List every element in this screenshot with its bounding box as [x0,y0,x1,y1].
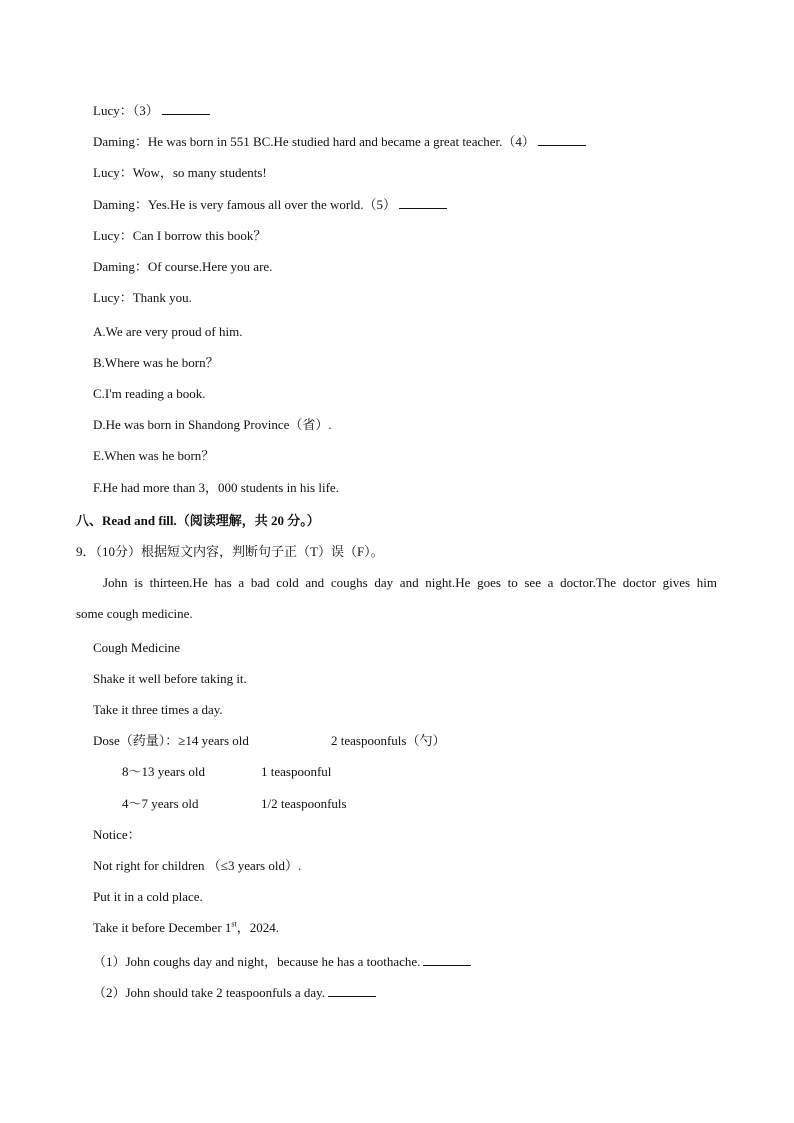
speaker: Daming： [93,259,148,274]
dialogue-text: Yes.He is very famous all over the world.（5） [147,197,397,212]
statement-text: （2）John should take 2 teaspoonfuls a day. [93,985,326,1000]
dialogue-text: （3） [132,103,159,118]
dialogue-line-6 [93,259,272,275]
expiry-suffix: ，2024. [236,920,280,935]
dose-label: Dose（药量）： [93,733,179,748]
section-title: Read and fill. [102,513,177,528]
section-note: （阅读理解，共 20 分。） [176,513,320,528]
answer-blank-5[interactable] [399,197,447,209]
instruction-2: Take it three times a day. [93,702,223,717]
dose-row-1 [93,733,249,749]
dialogue-text: He was born in 551 BC.He studied hard and became a great teacher.（4） [147,134,535,149]
dose-age: 8～13 years old [122,764,206,779]
dialogue-line-7 [93,290,192,306]
notice-1: Not right for children （≤3 years old）. [93,858,302,873]
passage-line-2: some cough medicine. [76,606,193,621]
dialogue-line-4 [93,197,447,213]
option-f: F.He had more than 3，000 students in his life. [93,480,339,495]
speaker: Daming： [93,197,148,212]
dialogue-line-3 [93,165,267,181]
answer-blank-s2[interactable] [328,985,376,997]
option-c: C.I'm reading a book. [93,386,206,401]
section-number: 八、 [76,513,103,528]
dialogue-text: Can I borrow this book？ [132,228,267,243]
option-d: D.He was born in Shandong Province（省）. [93,417,332,432]
question-label: 9．（10分）根据短文内容，判断句子正（T）误（F）。 [76,544,384,559]
dose-amount: 1/2 teaspoonfuls [261,796,347,811]
dose-amount: 2 teaspoonfuls（勺） [331,733,446,748]
speaker: Lucy： [93,290,133,305]
notice-label: Notice： [93,827,141,842]
speaker: Lucy： [93,165,133,180]
speaker: Lucy： [93,103,133,118]
dose-amount: 1 teaspoonful [261,764,332,779]
dose-age: 4～7 years old [122,796,199,811]
statement-text: （1）John coughs day and night，because he has a toothache. [93,954,421,969]
dialogue-line-5 [93,228,266,244]
speaker: Lucy： [93,228,133,243]
speaker: Daming： [93,134,148,149]
answer-blank-s1[interactable] [423,954,471,966]
option-e: E.When was he born？ [93,448,215,463]
statement-2 [93,985,376,1001]
medicine-name: Cough Medicine [93,640,181,655]
expiry-prefix: Take it before December 1 [93,920,232,935]
expiry-superscript: st [231,919,237,929]
instruction-1: Shake it well before taking it. [93,671,247,686]
dialogue-text: Wow，so many students! [132,165,267,180]
answer-blank-4[interactable] [538,134,586,146]
answer-blank-3[interactable] [162,103,210,115]
dialogue-line-1 [93,103,210,119]
dialogue-line-2 [93,134,586,150]
statement-1 [93,954,471,970]
notice-2: Put it in a cold place. [93,889,203,904]
expiry-line [93,920,279,936]
option-b: B.Where was he born？ [93,355,219,370]
dialogue-text: Thank you. [132,290,192,305]
dialogue-text: Of course.Here you are. [147,259,273,274]
passage-line-1: John is thirteen.He has a bad cold and coughs day and night.He goes to see a doctor.The doctor gives him [103,575,717,590]
section-heading [76,513,320,529]
dose-age: ≥14 years old [178,733,249,748]
option-a: A.We are very proud of him. [93,324,243,339]
